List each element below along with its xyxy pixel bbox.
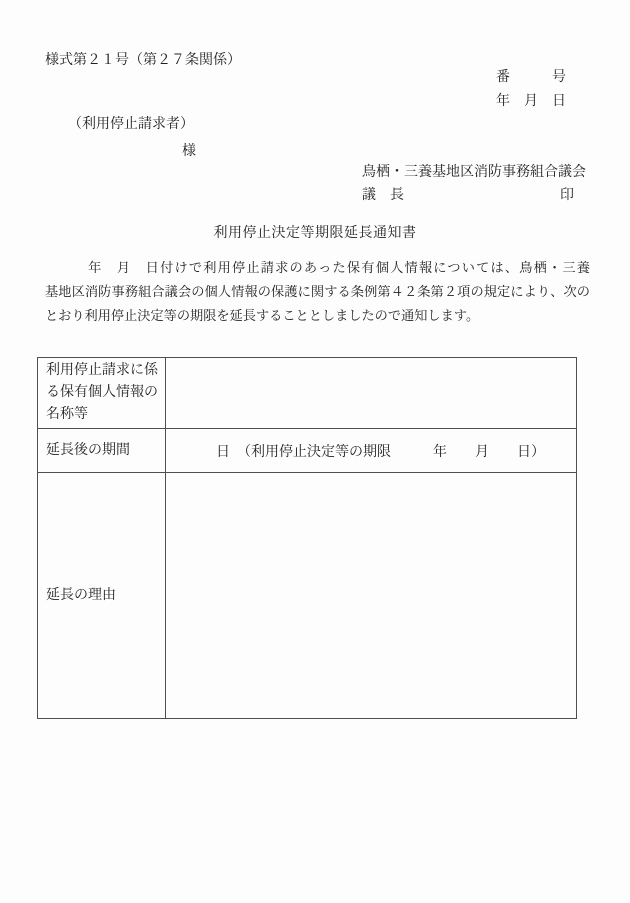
seal-mark: 印: [560, 188, 574, 203]
form-table: [37, 357, 577, 719]
row-label-information-name: 利用停止請求に係る保有個人情報の名称等: [38, 358, 166, 429]
row-value-information-name: [166, 358, 577, 429]
addressee-honorific: 様: [182, 144, 196, 159]
table-row-information-name: [38, 358, 577, 429]
row-value-extension-reason: [166, 473, 577, 719]
document-title: 利用停止決定等期限延長通知書: [213, 226, 417, 241]
table-row-extended-period: [38, 429, 577, 473]
row-value-extended-period: 日 （利用停止決定等の期限 年 月 日）: [166, 429, 577, 473]
document-date-line: 年 月 日: [496, 94, 566, 109]
body-line: 基地区消防事務組合議会の個人情報の保護に関する条例第４２条第２項の規定により、次の: [45, 284, 590, 299]
row-label-extended-period: 延長後の期間: [38, 429, 166, 473]
sender-title: 議 長: [362, 188, 404, 203]
body-paragraph: [45, 256, 590, 328]
reference-number-line: 番 号: [496, 70, 566, 85]
body-line: 年 月 日付けで利用停止請求のあった保有個人情報については、鳥栖・三養: [45, 260, 590, 275]
form-number: 様式第２１号（第２７条関係）: [45, 53, 241, 68]
addressee-label: （利用停止請求者）: [68, 117, 194, 132]
body-line: とおり利用停止決定等の期限を延長することとしましたので通知します。: [45, 308, 480, 323]
sender-organization: 鳥栖・三養基地区消防事務組合議会: [362, 165, 586, 180]
sender-signature-row: [362, 184, 574, 204]
table-row-extension-reason: [38, 473, 577, 719]
row-label-extension-reason: 延長の理由: [38, 473, 166, 719]
